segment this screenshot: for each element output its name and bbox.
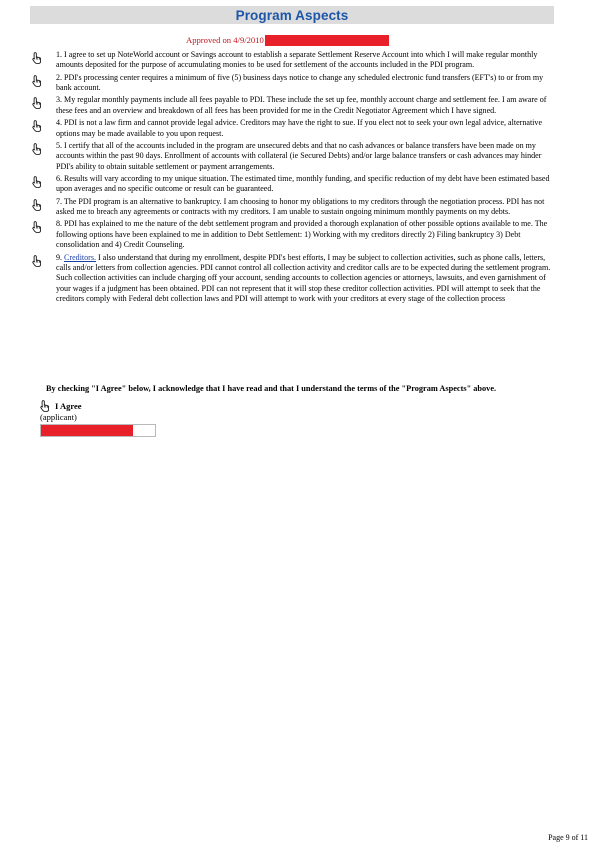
page-number: Page 9 of 11 (548, 833, 588, 842)
hand-pointer-icon[interactable] (32, 52, 42, 64)
hand-pointer-icon[interactable] (32, 255, 42, 267)
hand-pointer-icon[interactable] (32, 75, 42, 87)
term-text: 1. I agree to set up NoteWorld account or Savings account to establish a separate Settlement Reserve Account into which I will make regular monthly amounts deposited for the purpose of accumulating monies to be used for settlement of the accounts included in the PDI program. (56, 50, 538, 70)
terms-list (30, 50, 556, 307)
term-item-9 (30, 253, 556, 305)
hand-pointer-icon[interactable] (32, 199, 42, 211)
applicant-signature-field[interactable] (40, 424, 156, 437)
term-item-5 (30, 141, 556, 172)
hand-pointer-icon[interactable] (32, 120, 42, 132)
acknowledgement-text: By checking "I Agree" below, I acknowledge that I have read and that I understand the terms of the "Program Aspects" above. (46, 384, 497, 393)
term-item-3 (30, 95, 556, 116)
redacted-name (265, 35, 389, 46)
agree-label[interactable]: I Agree (55, 401, 82, 411)
term-text: 5. I certify that all of the accounts included in the program are unsecured debts and that no cash advances or balance transfers have been made on my accounts within the past 90 days. Enrollment of accounts with collateral (ie Secured Debts) and/or large balance transfers or cash advances may hinder PDI's ability to obtain suitable settlement or payment arrangements. (56, 140, 542, 171)
term-text (56, 253, 556, 305)
redacted-signature (41, 425, 133, 436)
term-item-2 (30, 73, 556, 94)
creditors-link[interactable]: Creditors. (64, 252, 97, 262)
hand-pointer-icon[interactable] (32, 176, 42, 188)
term-number: 9. (56, 252, 65, 262)
term-text: 6. Results will vary according to my unique situation. The estimated time, monthly funding, and specific reduction of my debt have been estimated based upon averages and no specific outcome or result can be guaranteed. (56, 173, 550, 194)
hand-pointer-icon[interactable] (32, 143, 42, 155)
term-text: 3. My regular monthly payments include all fees payable to PDI. These include the set up fee, monthly account charge and settlement fee. I am aware of these fees and an overview and breakdown of all fees has been provided for me in the Credit Negotiator Agreement which I have signed. (56, 95, 547, 115)
approval-line (186, 34, 389, 46)
term-item-7 (30, 197, 556, 218)
page-title-bar (30, 6, 554, 24)
term-text: 8. PDI has explained to me the nature of the debt settlement program and provided a thorough explanation of other possible options available to me. The following options have been explained to me in addition to Debt Settlement: 1) Working with my creditors directly 2) Filing bankruptcy 3) Debt consolidation and 4) Credit Counseling. (56, 219, 548, 250)
term-text: 4. PDI is not a law firm and cannot provide legal advice. Creditors may have the right to sue. If you elect not to seek your own legal advice, alternative options may be made available to you upon request. (56, 118, 543, 138)
term-body: I also understand that during my enrollment, despite PDI's best efforts, I may be subject to collection activities, such as phone calls, letters, calls and/or letters from collection agencies. PDI cannot control all collection activity and creditor calls are to be expected during the settlement program. Such collection activities can include charging off your account, sending accounts to collection agencies or attorneys, lawsuits, and even garnishment of your wages if a judgment has been obtained. PDI can not represent that it will stop these creditor collection activities. PDI will attempt to seek that the creditors comply with Federal debt collection laws and PDI will attempt to work with your creditors at every stage of the collection process (56, 252, 551, 304)
approval-text: Approved on 4/9/2010 (186, 35, 264, 45)
page-title: Program Aspects (235, 7, 349, 23)
term-text: 7. The PDI program is an alternative to bankruptcy. I am choosing to honor my obligations to my creditors through the negotiation process. PDI has not asked me to breach any agreements or contracts with my creditors. I am unable to sustain ongoing minimum monthly payments on my debts. (56, 196, 545, 217)
term-item-4 (30, 118, 556, 139)
term-text: 2. PDI's processing center requires a minimum of five (5) business days notice to change any scheduled electronic fund transfers (EFT's) to or from my bank account. (56, 72, 544, 93)
hand-pointer-icon[interactable] (32, 221, 42, 233)
applicant-label: (applicant) (40, 412, 77, 422)
term-item-8 (30, 219, 556, 250)
term-item-1 (30, 50, 556, 71)
hand-pointer-icon[interactable] (32, 97, 42, 109)
hand-pointer-icon[interactable] (40, 400, 50, 412)
agree-checkbox-row[interactable] (40, 400, 82, 412)
term-item-6 (30, 174, 556, 195)
